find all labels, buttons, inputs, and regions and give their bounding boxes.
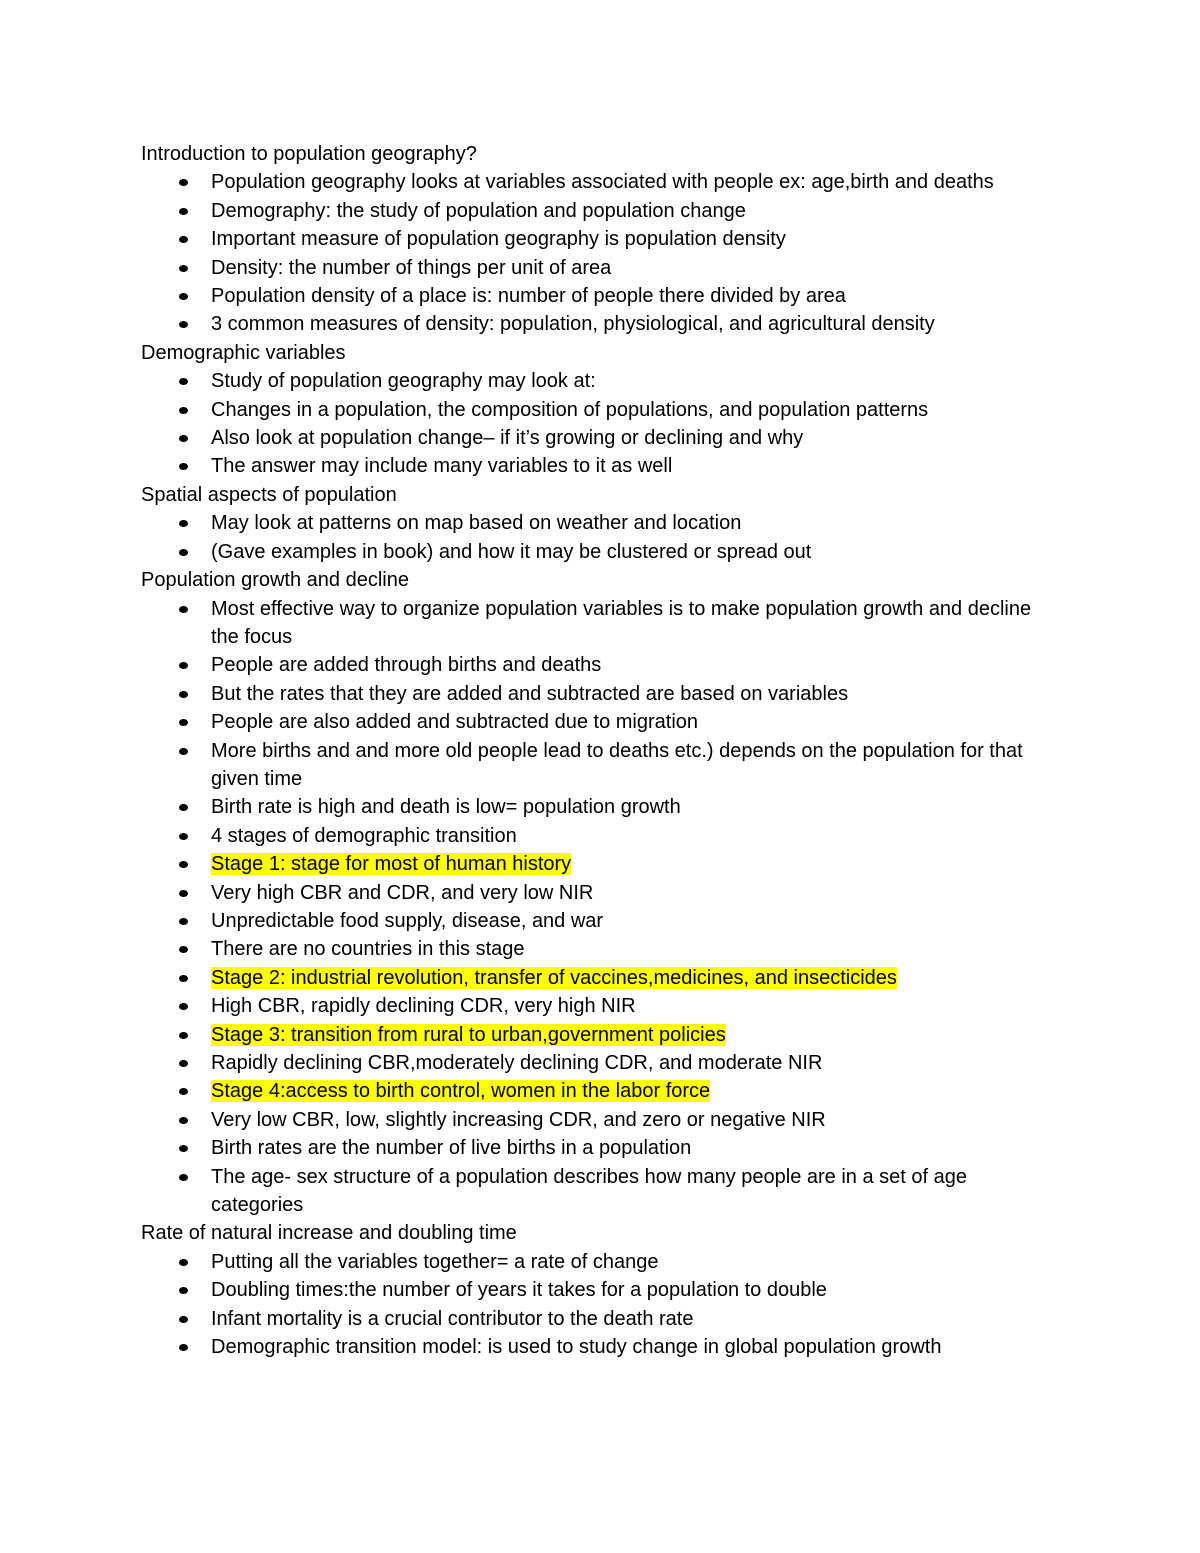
list-item-text: May look at patterns on map based on weather and location — [211, 512, 742, 535]
list-item — [141, 879, 1051, 907]
list-item-text: Putting all the variables together= a rate of change — [211, 1250, 659, 1273]
list-item-text: Unpredictable food supply, disease, and war — [211, 909, 604, 932]
list-item — [141, 1134, 1051, 1162]
list-item — [141, 509, 1051, 537]
list-item — [141, 680, 1051, 708]
bullet-icon — [179, 861, 188, 868]
list-item-text: People are added through births and deaths — [211, 654, 602, 677]
list-item — [141, 907, 1051, 935]
list-item-text: More births and and more old people lead to deaths etc.) depends on the population for that given time — [211, 739, 1023, 790]
bullet-icon — [179, 435, 188, 442]
list-item-text: Most effective way to organize population variables is to make population growth and decline the focus — [211, 597, 1032, 648]
list-item-text: (Gave examples in book) and how it may be clustered or spread out — [211, 540, 812, 563]
list-item — [141, 935, 1051, 963]
list-item-text: The answer may include many variables to it as well — [211, 455, 673, 478]
bullet-icon — [179, 918, 188, 925]
list-item — [141, 424, 1051, 452]
bullet-icon — [179, 378, 188, 385]
bullet-list — [141, 168, 1141, 338]
list-item — [141, 651, 1051, 679]
section-heading: Rate of natural increase and doubling time — [141, 1222, 517, 1245]
bullet-icon — [179, 1316, 188, 1323]
bullet-list — [141, 1248, 1141, 1362]
highlighted-list-item — [141, 850, 1051, 878]
list-item-text: Important measure of population geography is population density — [211, 228, 786, 251]
section-heading: Population growth and decline — [141, 569, 409, 592]
list-item — [141, 168, 1051, 196]
bullet-icon — [179, 208, 188, 215]
list-item — [141, 396, 1051, 424]
bullet-icon — [179, 804, 188, 811]
highlighted-list-item — [141, 1077, 1051, 1105]
bullet-icon — [179, 662, 188, 669]
list-item-text: Population geography looks at variables associated with people ex: age,birth and deaths — [211, 171, 994, 194]
highlighted-list-item — [141, 964, 1051, 992]
list-item-text: Demographic transition model: is used to study change in global population growth — [211, 1336, 942, 1359]
bullet-icon — [179, 975, 188, 982]
highlighted-list-item — [141, 1021, 1051, 1049]
list-item-text: Changes in a population, the composition of populations, and population patterns — [211, 398, 929, 421]
list-item — [141, 793, 1051, 821]
list-item-text: 4 stages of demographic transition — [211, 824, 517, 847]
list-item — [141, 1049, 1051, 1077]
list-item — [141, 225, 1051, 253]
list-item-text: Stage 3: transition from rural to urban,government policies — [211, 1023, 726, 1046]
bullet-list — [141, 595, 1141, 1220]
list-item — [141, 282, 1051, 310]
list-item-text: Infant mortality is a crucial contributor to the death rate — [211, 1307, 694, 1330]
section-heading: Introduction to population geography? — [141, 143, 477, 165]
list-item-text: But the rates that they are added and subtracted are based on variables — [211, 682, 849, 705]
bullet-icon — [179, 1287, 188, 1294]
bullet-icon — [179, 1003, 188, 1010]
bullet-icon — [179, 265, 188, 272]
bullet-icon — [179, 179, 188, 186]
list-item-text: Doubling times:the number of years it takes for a population to double — [211, 1279, 827, 1302]
document-body — [141, 140, 1141, 1361]
list-item-text: 3 common measures of density: population, physiological, and agricultural density — [211, 313, 935, 336]
list-item — [141, 1276, 1051, 1304]
list-item-text: Birth rate is high and death is low= population growth — [211, 796, 681, 819]
bullet-icon — [179, 833, 188, 840]
bullet-icon — [179, 549, 188, 556]
bullet-icon — [179, 463, 188, 470]
list-item-text: Birth rates are the number of live births in a population — [211, 1137, 692, 1160]
list-item — [141, 992, 1051, 1020]
bullet-icon — [179, 407, 188, 414]
list-item — [141, 538, 1051, 566]
bullet-icon — [179, 1117, 188, 1124]
bullet-icon — [179, 691, 188, 698]
list-item — [141, 1333, 1051, 1361]
bullet-icon — [179, 606, 188, 613]
list-item-text: Very high CBR and CDR, and very low NIR — [211, 881, 594, 904]
section-heading: Demographic variables — [141, 341, 346, 364]
list-item — [141, 737, 1051, 794]
bullet-icon — [179, 236, 188, 243]
list-item — [141, 1248, 1051, 1276]
list-item-text: Stage 2: industrial revolution, transfer of vaccines,medicines, and insecticides — [211, 966, 897, 989]
bullet-icon — [179, 1060, 188, 1067]
bullet-list — [141, 367, 1141, 481]
list-item-text: Rapidly declining CBR,moderately declining CDR, and moderate NIR — [211, 1052, 823, 1074]
list-item-text: The age- sex structure of a population describes how many people are in a set of age categories — [211, 1165, 968, 1217]
bullet-icon — [179, 520, 188, 527]
list-item-text: There are no countries in this stage — [211, 938, 525, 961]
list-item-text: Population density of a place is: number of people there divided by area — [211, 285, 846, 308]
list-item — [141, 452, 1051, 480]
list-item-text: Study of population geography may look at: — [211, 370, 596, 393]
bullet-icon — [179, 890, 188, 897]
list-item-text: Demography: the study of population and population change — [211, 199, 746, 222]
list-item — [141, 254, 1051, 282]
list-item — [141, 595, 1051, 652]
list-item-text: Stage 1: stage for most of human history — [211, 853, 572, 876]
list-item — [141, 1106, 1051, 1134]
list-item — [141, 1163, 1051, 1220]
bullet-icon — [179, 1344, 188, 1351]
list-item — [141, 310, 1051, 338]
bullet-icon — [179, 1088, 188, 1095]
list-item-text: Very low CBR, low, slightly increasing CDR, and zero or negative NIR — [211, 1108, 826, 1131]
section-heading: Spatial aspects of population — [141, 483, 397, 506]
list-item-text: Also look at population change– if it’s growing or declining and why — [211, 427, 804, 450]
bullet-icon — [179, 946, 188, 953]
list-item — [141, 822, 1051, 850]
bullet-icon — [179, 1145, 188, 1152]
list-item-text: High CBR, rapidly declining CDR, very high NIR — [211, 995, 636, 1018]
bullet-icon — [179, 1174, 188, 1181]
list-item-text: Density: the number of things per unit of area — [211, 256, 612, 279]
list-item-text: People are also added and subtracted due to migration — [211, 711, 699, 734]
list-item — [141, 197, 1051, 225]
list-item-text: Stage 4:access to birth control, women in the labor force — [211, 1080, 711, 1103]
bullet-icon — [179, 293, 188, 300]
bullet-icon — [179, 719, 188, 726]
list-item — [141, 1305, 1051, 1333]
list-item — [141, 708, 1051, 736]
list-item — [141, 367, 1051, 395]
bullet-icon — [179, 1259, 188, 1266]
bullet-icon — [179, 748, 188, 755]
bullet-list — [141, 509, 1141, 566]
bullet-icon — [179, 1032, 188, 1039]
bullet-icon — [179, 321, 188, 328]
